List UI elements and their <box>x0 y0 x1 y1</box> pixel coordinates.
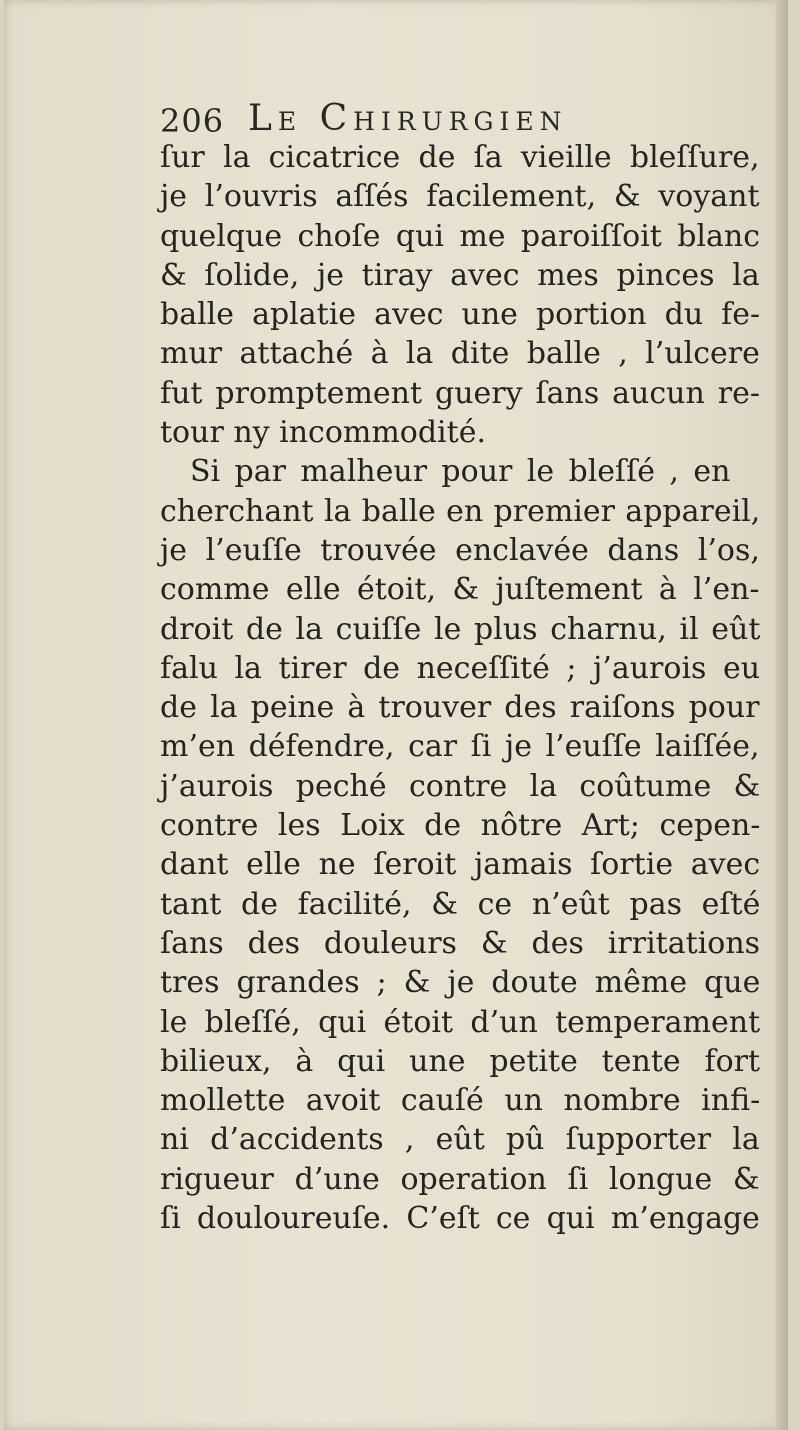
text-line: de la peine à trouver des raiſons pour <box>160 690 760 726</box>
text-line: dant elle ne ſeroit jamais ſortie avec <box>160 847 761 883</box>
page-number: 206 <box>160 102 225 140</box>
text-line: fut promptement guery ſans aucun re- <box>160 375 760 411</box>
text-line: tant de facilité, & ce n’eût pas eſté <box>160 886 761 922</box>
text-line: ſans des douleurs & des irritations <box>160 925 761 961</box>
text-line: ni d’accidents , eût pû ſupporter la <box>160 1122 760 1158</box>
text-line: m’en défendre, car ſi je l’euſſe laiſſée, <box>160 729 760 765</box>
text-line: tour ny incommodité. <box>160 415 487 451</box>
text-line: cherchant la balle en premier appareil, <box>160 493 761 529</box>
text-line: mur attaché à la dite balle , l’ulcere <box>160 336 760 372</box>
text-line: droit de la cuiſſe le plus charnu, il eût <box>160 611 761 647</box>
text-line: comme elle étoit, & juſtement à l’en- <box>160 572 760 608</box>
running-title: Le Chirurgien <box>248 98 568 139</box>
text-line: je l’euſſe trouvée enclavée dans l’os, <box>160 532 760 568</box>
text-line: contre les Loix de nôtre Art; cepen- <box>160 808 761 844</box>
text-line: rigueur d’une operation ſi longue & <box>160 1161 760 1197</box>
text-line: bilieux, à qui une petite tente fort <box>160 1043 761 1079</box>
text-line: quelque choſe qui me paroiſſoit blanc <box>160 218 761 254</box>
text-line: & ſolide, je tiray avec mes pinces la <box>160 257 760 293</box>
text-line: tres grandes ; & je doute même que <box>160 965 761 1001</box>
text-line: je l’ouvris aſſés facilement, & voyant <box>160 179 760 215</box>
text-line: j’aurois peché contre la coûtume & <box>160 768 761 804</box>
body-text <box>160 138 780 1238</box>
paragraph-start-line: Si par malheur pour le bleſſé , en <box>190 454 731 490</box>
text-line: ſur la cicatrice de ſa vieille bleſſure, <box>160 140 760 175</box>
text-line: ſi douloureuſe. C’eſt ce qui m’engage <box>160 1201 760 1237</box>
text-line: le bleſſé, qui étoit d’un temperament <box>160 1004 761 1040</box>
text-line: balle aplatie avec une portion du fe- <box>160 297 761 333</box>
text-line: mollette avoit cauſé un nombre infi- <box>160 1083 761 1119</box>
text-line: falu la tirer de neceſſité ; j’aurois eu <box>160 650 761 686</box>
